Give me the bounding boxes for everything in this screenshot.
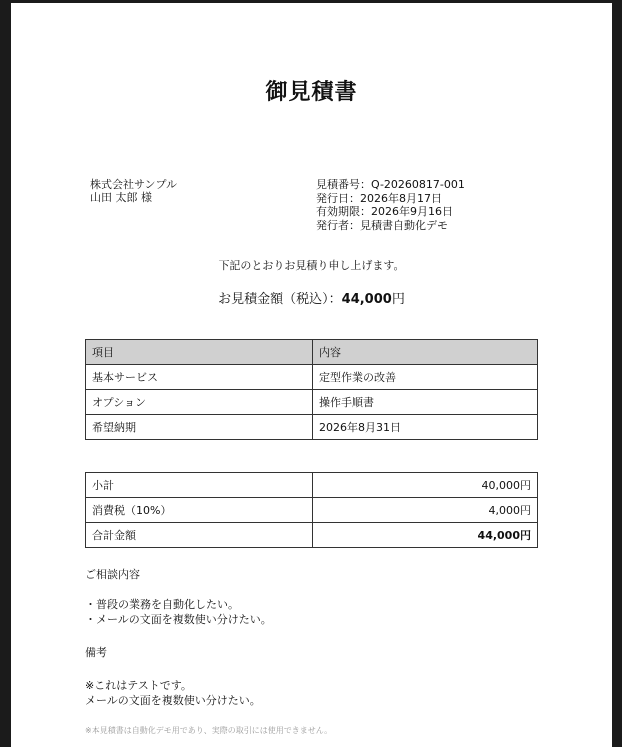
subtotal-value: 40,000円 — [313, 473, 538, 498]
item-cell: 希望納期 — [86, 415, 313, 440]
consultation-body — [85, 597, 272, 627]
amount-value: 44,000 — [341, 292, 392, 307]
table-header-row — [86, 340, 538, 365]
content-cell: 操作手順書 — [313, 390, 538, 415]
valid-until: 有効期限：2026年9月16日 — [316, 205, 453, 218]
recipient-person: 山田 太郎 様 — [90, 191, 152, 204]
grand-total-label: 合計金額 — [86, 523, 313, 548]
totals-table — [85, 472, 538, 548]
recipient-company: 株式会社サンプル — [90, 178, 178, 191]
tax-row — [86, 498, 538, 523]
document-title: 御見積書 — [265, 80, 358, 105]
issuer: 発行者：見積書自動化デモ — [316, 218, 448, 232]
item-cell: 基本サービス — [86, 365, 313, 390]
amount-label: お見積金額（税込）： — [218, 292, 342, 307]
quote-number: 見積番号：Q-20260817-001 — [316, 178, 465, 191]
subtotal-row — [86, 473, 538, 498]
lead-text: 下記のとおりお見積り申し上げます。 — [218, 259, 405, 272]
remarks-line: ※これはテストです。 — [85, 679, 192, 692]
remarks-body — [85, 678, 261, 708]
total-amount — [11, 288, 612, 307]
table-row — [86, 365, 538, 390]
recipient-block — [90, 178, 177, 204]
tax-label: 消費税（10%） — [86, 498, 313, 523]
item-cell: オプション — [86, 390, 313, 415]
consultation-line: ・普段の業務を自動化したい。 — [85, 598, 239, 611]
amount-unit: 円 — [391, 292, 405, 307]
grand-total-row — [86, 523, 538, 548]
remarks-line: メールの文面を複数使い分けたい。 — [85, 694, 261, 707]
footer-note: ※本見積書は自動化デモ用であり、実際の取引には使用できません。 — [85, 726, 333, 735]
table-row — [86, 415, 538, 440]
table-row — [86, 390, 538, 415]
issue-date: 発行日：2026年8月17日 — [316, 191, 442, 205]
consultation-line: ・メールの文面を複数使い分けたい。 — [85, 613, 272, 626]
subtotal-label: 小計 — [86, 473, 313, 498]
remarks-heading: 備考 — [85, 646, 107, 659]
quote-meta-block — [316, 178, 465, 232]
header-content: 内容 — [313, 340, 538, 365]
tax-value: 4,000円 — [313, 498, 538, 523]
content-cell: 2026年8月31日 — [313, 415, 538, 440]
grand-total-value: 44,000円 — [313, 523, 538, 548]
header-item: 項目 — [86, 340, 313, 365]
content-cell: 定型作業の改善 — [313, 365, 538, 390]
consultation-heading: ご相談内容 — [85, 568, 140, 581]
items-table — [85, 339, 538, 440]
document-page — [11, 3, 612, 747]
